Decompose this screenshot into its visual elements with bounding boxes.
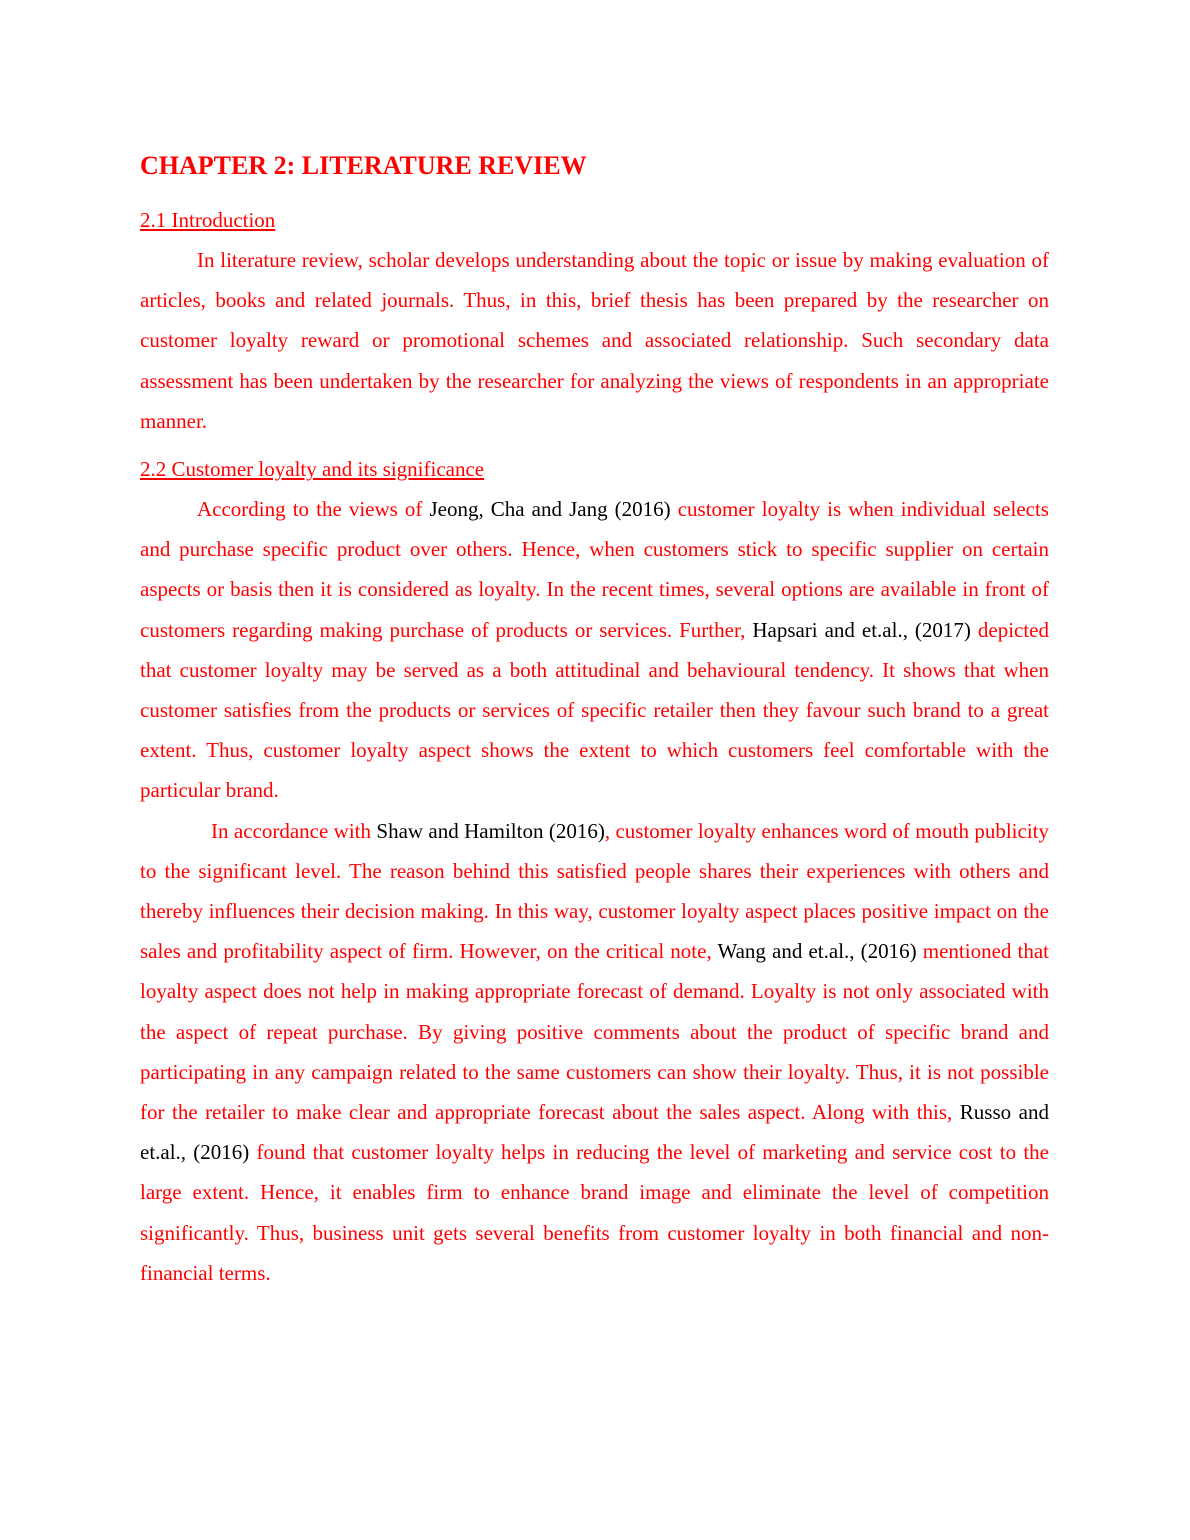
body-text: In accordance with [211,818,377,843]
chapter-title: CHAPTER 2: LITERATURE REVIEW [140,151,587,180]
document-page [140,148,1049,1293]
citation-russo-2016: Russo and et.al., (2016) [140,1100,1049,1165]
paragraph-introduction [140,240,1049,441]
body-text: mentioned that loyalty aspect does not help in making appropriate forecast of demand. Loyalty is not only associated with the aspect of repeat purchase. By giving positive comments about the product of specific brand and participating in any campaign related to the same customers can show their loyalty. Thus, it is not possible for the retailer to make clear and appropriate forecast about the sales aspect. Along with this, [140,939,1050,1125]
body-text: According to the views of [197,497,430,522]
citation-hapsari-2017: Hapsari and et.al., (2017) [752,617,971,642]
citation-jeong-2016: Jeong, Cha and Jang (2016) [429,497,671,522]
citation-shaw-2016: Shaw and Hamilton (2016) [376,818,605,843]
body-text: depicted that customer loyalty may be served as a both attitudinal and behavioural tendency. It shows that when customer satisfies from the products or services of specific retailer then they favour such brand to a great extent. Thus, customer loyalty aspect shows the extent to which customers feel comfortable with the particular brand. [140,617,1050,803]
body-text: customer loyalty is when individual selects and purchase specific product over others. Hence, when customers stick to specific supplier on certain aspects or basis then it is considered as loyalty. In the recent times, several options are available in front of customers regarding making purchase of products or services. Further, [140,497,1049,642]
paragraph-loyalty-definition [140,489,1049,811]
section-heading-customer-loyalty: 2.2 Customer loyalty and its significance [140,457,485,482]
paragraph-loyalty-benefits [140,811,1049,1293]
section-heading-introduction: 2.1 Introduction [140,208,276,232]
body-text: found that customer loyalty helps in reducing the level of marketing and service cost to the large extent. Hence, it enables firm to enhance brand image and eliminate the level of competition significantly. Thus, business unit gets several benefits from customer loyalty in both financial and non-financial terms. [140,1140,1049,1285]
body-text: , customer loyalty enhances word of mouth publicity to the significant level. The reason behind this satisfied people shares their experiences with others and thereby influences their decision making. In this way, customer loyalty aspect places positive impact on the sales and profitability aspect of firm. However, on the critical note, [140,818,1049,964]
body-text: In literature review, scholar develops understanding about the topic or issue by making evaluation of articles, books and related journals. Thus, in this, brief thesis has been prepared by the researcher on customer loyalty reward or promotional schemes and associated relationship. Such secondary data assessment has been undertaken by the researcher for analyzing the views of respondents in an appropriate manner. [140,248,1049,433]
citation-wang-2016: Wang and et.al., (2016) [717,939,917,964]
